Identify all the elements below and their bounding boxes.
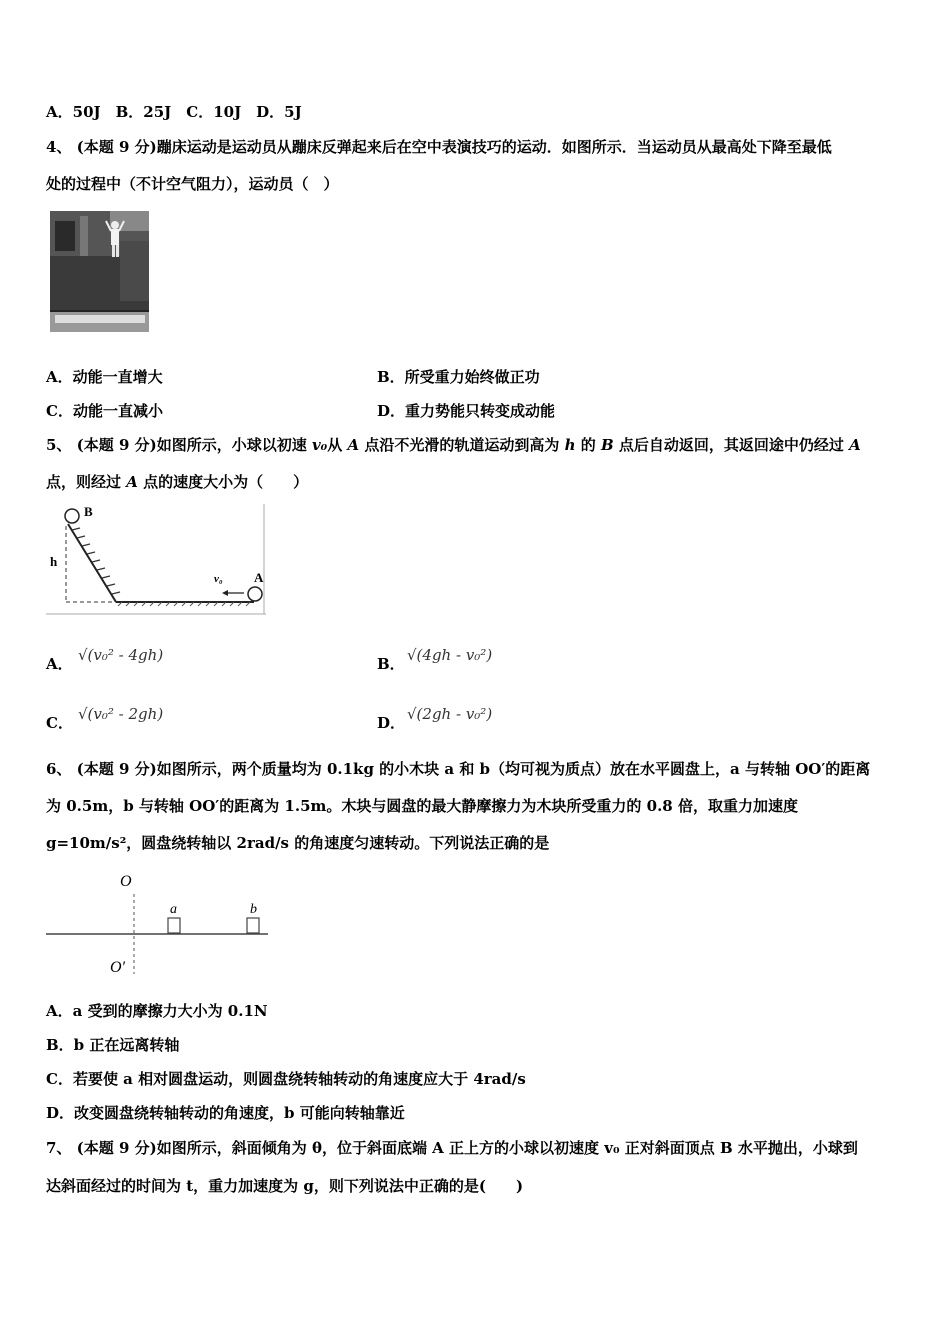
q5-option-d-label: D． xyxy=(377,714,406,732)
figure-label-a: A xyxy=(254,570,264,585)
q5-stem-line1: 5、 (本题 9 分)如图所示，小球以初速 v₀从 A 点沿不光滑的轨道运动到高为 h 的 B 点后自动返回，其返回途中仍经过 A xyxy=(46,436,861,454)
q6-stem-line1: 6、 (本题 9 分)如图所示，两个质量均为 0.1kg 的小木块 a 和 b（均可视为质点）放在水平圆盘上，a 与转轴 OO′的距离 xyxy=(46,760,871,778)
q6-stem-line2: 为 0.5m，b 与转轴 OO′的距离为 1.5m。木块与圆盘的最大静摩擦力为木块所受重力的 0.8 倍，取重力加速度 xyxy=(46,797,798,815)
q4-stem-line1: 4、 (本题 9 分)蹦床运动是运动员从蹦床反弹起来后在空中表演技巧的运动．如图所示．当运动员从最高处下降至最低 xyxy=(46,138,832,156)
q7-stem-line2: 达斜面经过的时间为 t，重力加速度为 g，则下列说法中正确的是( ) xyxy=(46,1177,524,1195)
incline-track-figure xyxy=(44,502,268,616)
figure-label-h: h xyxy=(50,554,58,569)
figure-label-block-a: a xyxy=(170,902,177,917)
q6-option-c: C．若要使 a 相对圆盘运动，则圆盘绕转轴转动的角速度应大于 4rad/s xyxy=(46,1070,526,1088)
q5-option-c-label: C． xyxy=(46,714,73,732)
block-b xyxy=(247,918,259,933)
q6-option-a: A．a 受到的摩擦力大小为 0.1N xyxy=(46,1002,268,1020)
q7-stem-line1: 7、 (本题 9 分)如图所示，斜面倾角为 θ，位于斜面底端 A 正上方的小球以初速度 v₀ 正对斜面顶点 B 水平抛出，小球到 xyxy=(46,1139,858,1157)
figure-label-block-b: b xyxy=(250,902,257,917)
figure-label-v0: v₀ xyxy=(214,573,223,585)
q5-option-d-expr: √(2gh - v₀²) xyxy=(407,705,493,723)
q5-option-a-expr: √(v₀² - 4gh) xyxy=(78,646,164,664)
q5-option-b-label: B． xyxy=(377,655,405,673)
q6-option-b: B．b 正在远离转轴 xyxy=(46,1036,180,1054)
q5-stem-line2: 点，则经过 A 点的速度大小为（ ） xyxy=(46,473,309,491)
q6-option-d: D．改变圆盘绕转轴转动的角速度，b 可能向转轴靠近 xyxy=(46,1104,405,1122)
q4-option-b: B．所受重力始终做正功 xyxy=(377,368,540,386)
figure-label-o: O xyxy=(120,873,132,890)
rotating-disk-figure xyxy=(46,866,276,978)
q4-option-c: C．动能一直减小 xyxy=(46,402,163,420)
figure-label-b: B xyxy=(84,504,93,519)
q4-option-d: D．重力势能只转变成动能 xyxy=(377,402,556,420)
q4-stem-line2: 处的过程中（不计空气阻力），运动员（ ） xyxy=(46,175,339,193)
figure-label-o-prime: O′ xyxy=(110,959,126,976)
block-a xyxy=(168,918,180,933)
q5-option-b-expr: √(4gh - v₀²) xyxy=(407,646,493,664)
q3-options: A．50J B．25J C．10J D．5J xyxy=(46,103,302,121)
q4-option-a: A．动能一直增大 xyxy=(46,368,163,386)
q5-option-c-expr: √(v₀² - 2gh) xyxy=(78,705,164,723)
trampoline-photo xyxy=(50,211,149,332)
q5-option-a-label: A． xyxy=(46,655,73,673)
q6-stem-line3: g=10m/s²，圆盘绕转轴以 2rad/s 的角速度匀速转动。下列说法正确的是 xyxy=(46,834,550,852)
